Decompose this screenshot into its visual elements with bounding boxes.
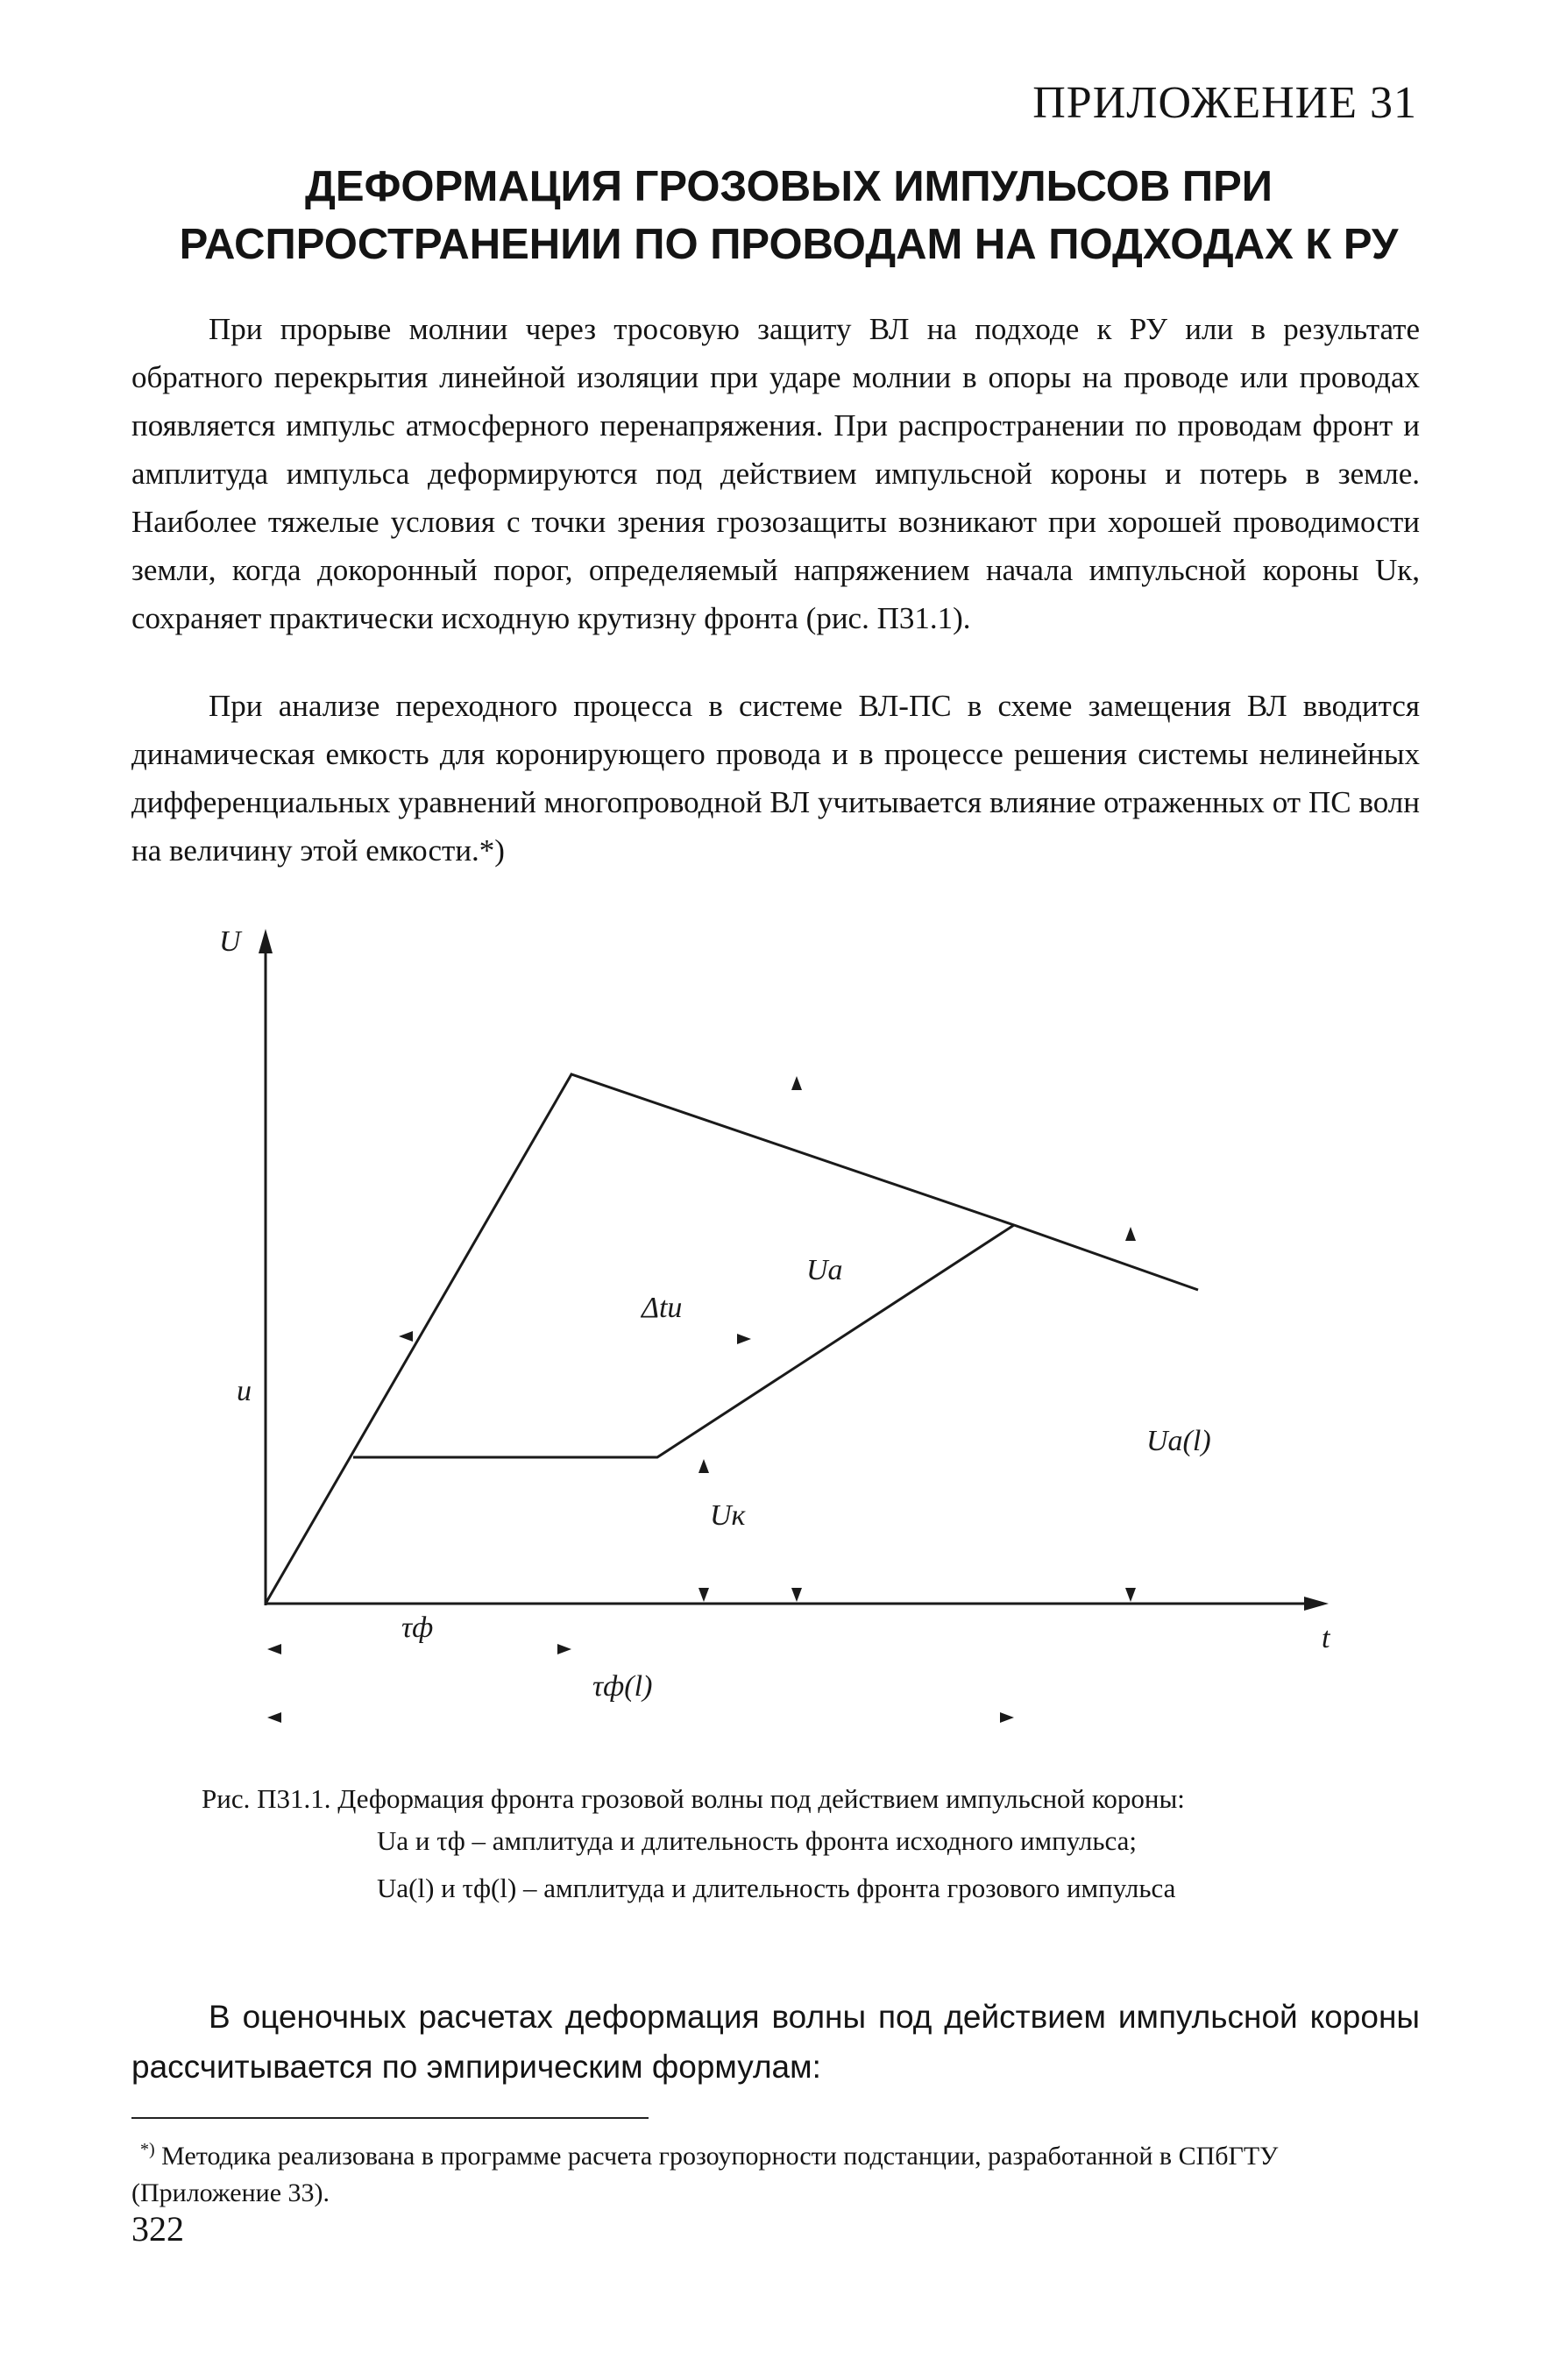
x-axis-arrow bbox=[1304, 1597, 1329, 1611]
footnote-rule bbox=[131, 2117, 649, 2119]
title-line-1: ДЕФОРМАЦИЯ ГРОЗОВЫХ ИМПУЛЬСОВ ПРИ bbox=[304, 163, 1273, 210]
original-impulse-curve bbox=[266, 1074, 1198, 1604]
footnote-marker: *) bbox=[140, 2140, 155, 2159]
page-number: 322 bbox=[131, 2209, 184, 2249]
delta-t-label: Δtи bbox=[642, 1292, 683, 1324]
ua-arrow-down bbox=[791, 1588, 802, 1602]
paragraph-3: В оценочных расчетах деформация волны под действием импульсной короны рассчитывается по эмпирическим формулам: bbox=[131, 1999, 1420, 2085]
caption-line-3: Uа(l) и τф(l) – амплитуда и длительность фронта грозового импульса bbox=[377, 1873, 1176, 1903]
uk-arrow-up bbox=[698, 1459, 709, 1473]
x-axis-label: t bbox=[1322, 1622, 1330, 1654]
caption-line-2: Uа и τф – амплитуда и длительность фронта исходного импульса; bbox=[377, 1825, 1138, 1856]
ua-arrow-up bbox=[791, 1076, 802, 1090]
taul-arrow-left bbox=[267, 1712, 281, 1723]
delta-arrow-right bbox=[737, 1334, 751, 1344]
appendix-label: ПРИЛОЖЕНИЕ 31 bbox=[1032, 78, 1417, 128]
figure-arrows bbox=[259, 929, 1329, 1723]
tau-label: τф bbox=[401, 1611, 434, 1644]
ua-label: Uа bbox=[806, 1254, 843, 1286]
tau-arrow-right bbox=[557, 1644, 571, 1654]
caption-line-1: Рис. П31.1. Деформация фронта грозовой волны под действием импульсной короны: bbox=[202, 1783, 1185, 1814]
y-axis-arrow bbox=[259, 929, 273, 953]
taul-arrow-right bbox=[1000, 1712, 1014, 1723]
footnote bbox=[131, 2131, 1420, 2212]
deformed-impulse-curve bbox=[353, 1225, 1014, 1457]
footnote-text: Методика реализована в программе расчета грозоупорности подстанции, разработанной в СПбГТУ (Приложение 33). bbox=[131, 2142, 1279, 2207]
u-label: u bbox=[237, 1375, 252, 1407]
page-title bbox=[131, 158, 1446, 273]
ual-label: Uа(l) bbox=[1146, 1425, 1211, 1457]
paragraph-1: При прорыве молнии через тросовую защиту ВЛ на подходе к РУ или в результате обратного перекрытия линейной изоляции при ударе молнии в опоры на проводе или проводах появляется импульс атмосферного перенапряжения. При распространении по проводам фронт и амплитуда импульса деформируются под действием импульсной короны и потерь в земле. Наиболее тяжелые условия с точки зрения грозозащиты возникают при хорошей проводимости земли, когда докоронный порог, определяемый напряжением начала импульсной короны Uк, сохраняет практически исходную крутизну фронта (рис. П31.1). bbox=[131, 312, 1420, 635]
title-line-2: РАСПРОСТРАНЕНИИ ПО ПРОВОДАМ НА ПОДХОДАХ К РУ bbox=[179, 221, 1399, 268]
paragraph-2: При анализе переходного процесса в системе ВЛ-ПС в схеме замещения ВЛ вводится динамическая емкость для коронирующего провода и в процессе решения системы нелинейных дифференциальных уравнений многопроводной ВЛ учитывается влияние отраженных от ПС волн на величину этой емкости.*) bbox=[131, 689, 1420, 868]
figure-caption bbox=[202, 1781, 1446, 1906]
ual-arrow-up bbox=[1125, 1227, 1136, 1241]
uk-label: Uк bbox=[710, 1499, 746, 1532]
tau-l-label: τф(l) bbox=[592, 1670, 653, 1703]
delta-arrow-left bbox=[399, 1331, 413, 1342]
tau-arrow-left bbox=[267, 1644, 281, 1654]
uk-arrow-down bbox=[698, 1588, 709, 1602]
figure-lines bbox=[266, 946, 1315, 1605]
ual-arrow-down bbox=[1125, 1588, 1136, 1602]
y-axis-label: U bbox=[219, 925, 241, 958]
